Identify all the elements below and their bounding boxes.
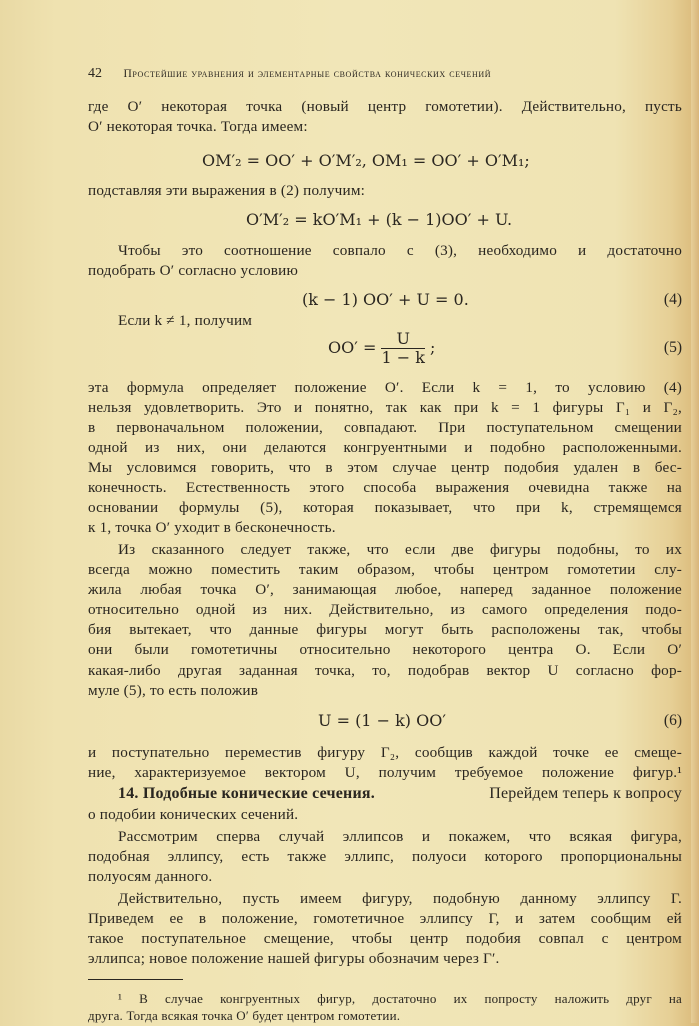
text-line: ние, характеризуемое вектором U, получим требуемое положение фигур.¹ <box>88 764 682 781</box>
text-line: всегда можно поместить таким образом, чтобы центром гомотетии слу- <box>88 561 682 578</box>
equation-5 <box>328 330 435 367</box>
equation-substitution: O′M′₂ = kO′M₁ + (k − 1)OO′ + U. <box>246 210 513 229</box>
footnote-line: друга. Тогда всякая точка O′ будет центром гомотетии. <box>88 1008 401 1023</box>
text-line: подобная эллипсу, есть также эллипс, полуоси которого пропорциональны <box>88 848 682 865</box>
text-line: Мы условимся говорить, что в этом случае центр подобия удален в бес- <box>88 459 682 476</box>
section-text-tail: Перейдем теперь к вопросу <box>489 785 682 802</box>
footnote-rule <box>88 979 183 980</box>
fraction-denominator: 1 − k <box>381 348 425 367</box>
text-line: Если k ≠ 1, получим <box>118 312 253 329</box>
section-number: 14. <box>118 785 139 802</box>
running-header <box>88 66 678 82</box>
text-line: жила любая точка O′, занимающая любое, наперед заданное положение <box>88 581 682 598</box>
text-line: Рассмотрим сперва случай эллипсов и покажем, что всякая фигура, <box>118 828 682 845</box>
text-line: основании формулы (5), которая показывает, что при k, стремящемся <box>88 499 682 516</box>
text-line: бия вытекает, что данные фигуры могут быть расположены так, чтобы <box>88 621 682 638</box>
text-line: полуосям данного. <box>88 868 213 885</box>
text-line: O′ некоторая точка. Тогда имеем: <box>88 118 308 135</box>
text-line: Из сказанного следует также, что если две фигуры подобны, то их <box>118 541 682 558</box>
equation-5-lhs: OO′ = <box>328 338 377 357</box>
text-line: Действительно, пусть имеем фигуру, подобную данному эллипсу Γ. <box>118 890 682 907</box>
equation-number-4: (4) <box>663 291 682 308</box>
page-edge-shadow <box>691 0 699 1023</box>
text-line: конечность. Естественность этого способа выражения очевидна также на <box>88 479 682 496</box>
equation-vector-sum: OM′₂ = OO′ + O′M′₂, OM₁ = OO′ + O′M₁; <box>202 151 530 170</box>
page-number: 42 <box>88 66 102 81</box>
equation-4: (k − 1) OO′ + U = 0. <box>302 290 469 309</box>
text-line: нельзя удовлетворить. Это и понятно, так как при k = 1 фигуры Γ₁ и Γ₂, <box>88 399 682 416</box>
text-line: Чтобы это соотношение совпало с (3), необходимо и достаточно <box>118 242 682 259</box>
section-heading-line <box>118 784 682 804</box>
text-line: о подобии конических сечений. <box>88 806 299 823</box>
text-line: такое поступательное смещение, чтобы центр подобия совпал с центром <box>88 930 682 947</box>
equation-number-5: (5) <box>663 339 682 356</box>
text-line: эта формула определяет положение O′. Если k = 1, то условию (4) <box>88 379 682 396</box>
text-line: эллипса; новое положение нашей фигуры обозначим через Γ′. <box>88 950 500 967</box>
running-title: Простейшие уравнения и элементарные свойства конических сечений <box>123 68 492 80</box>
text-line: относительно одной из них. Действительно, из самого определения подо- <box>88 601 682 618</box>
text-line: и поступательно переместив фигуру Γ₂, сообщив каждой точке ее смеще- <box>88 744 682 761</box>
text-line: где O′ некоторая точка (новый центр гомотетии). Действительно, пусть <box>88 98 682 115</box>
text-line: подставляя эти выражения в (2) получим: <box>88 182 366 199</box>
text-line: в первоначальном положении, совпадают. При поступательном смещении <box>88 419 682 436</box>
text-line: одной из них, они делаются конгруентными и подобно расположенными. <box>88 439 682 456</box>
text-line: муле (5), то есть положив <box>88 682 259 699</box>
equation-number-6: (6) <box>663 712 682 729</box>
fraction <box>381 330 424 367</box>
text-line: какая-либо другая заданная точка, то, подобрав вектор U согласно фор- <box>88 662 682 679</box>
equation-6: U = (1 − k) OO′ <box>318 711 446 730</box>
text-line: Приведем ее в положение, гомотетичное эллипсу Γ, и затем сообщим ей <box>88 910 682 927</box>
equation-5-tail: ; <box>430 338 436 357</box>
text-line: подобрать O′ согласно условию <box>88 262 299 279</box>
footnote-line: ¹ В случае конгруентных фигур, достаточно их попросту наложить друг на <box>118 991 682 1006</box>
text-line: они были гомотетичны относительно некоторого центра O. Если O′ <box>88 641 682 658</box>
fraction-numerator: U <box>381 330 424 349</box>
section-title: Подобные конические сечения. <box>142 785 375 802</box>
text-line: к 1, точка O′ уходит в бесконечность. <box>88 519 336 536</box>
